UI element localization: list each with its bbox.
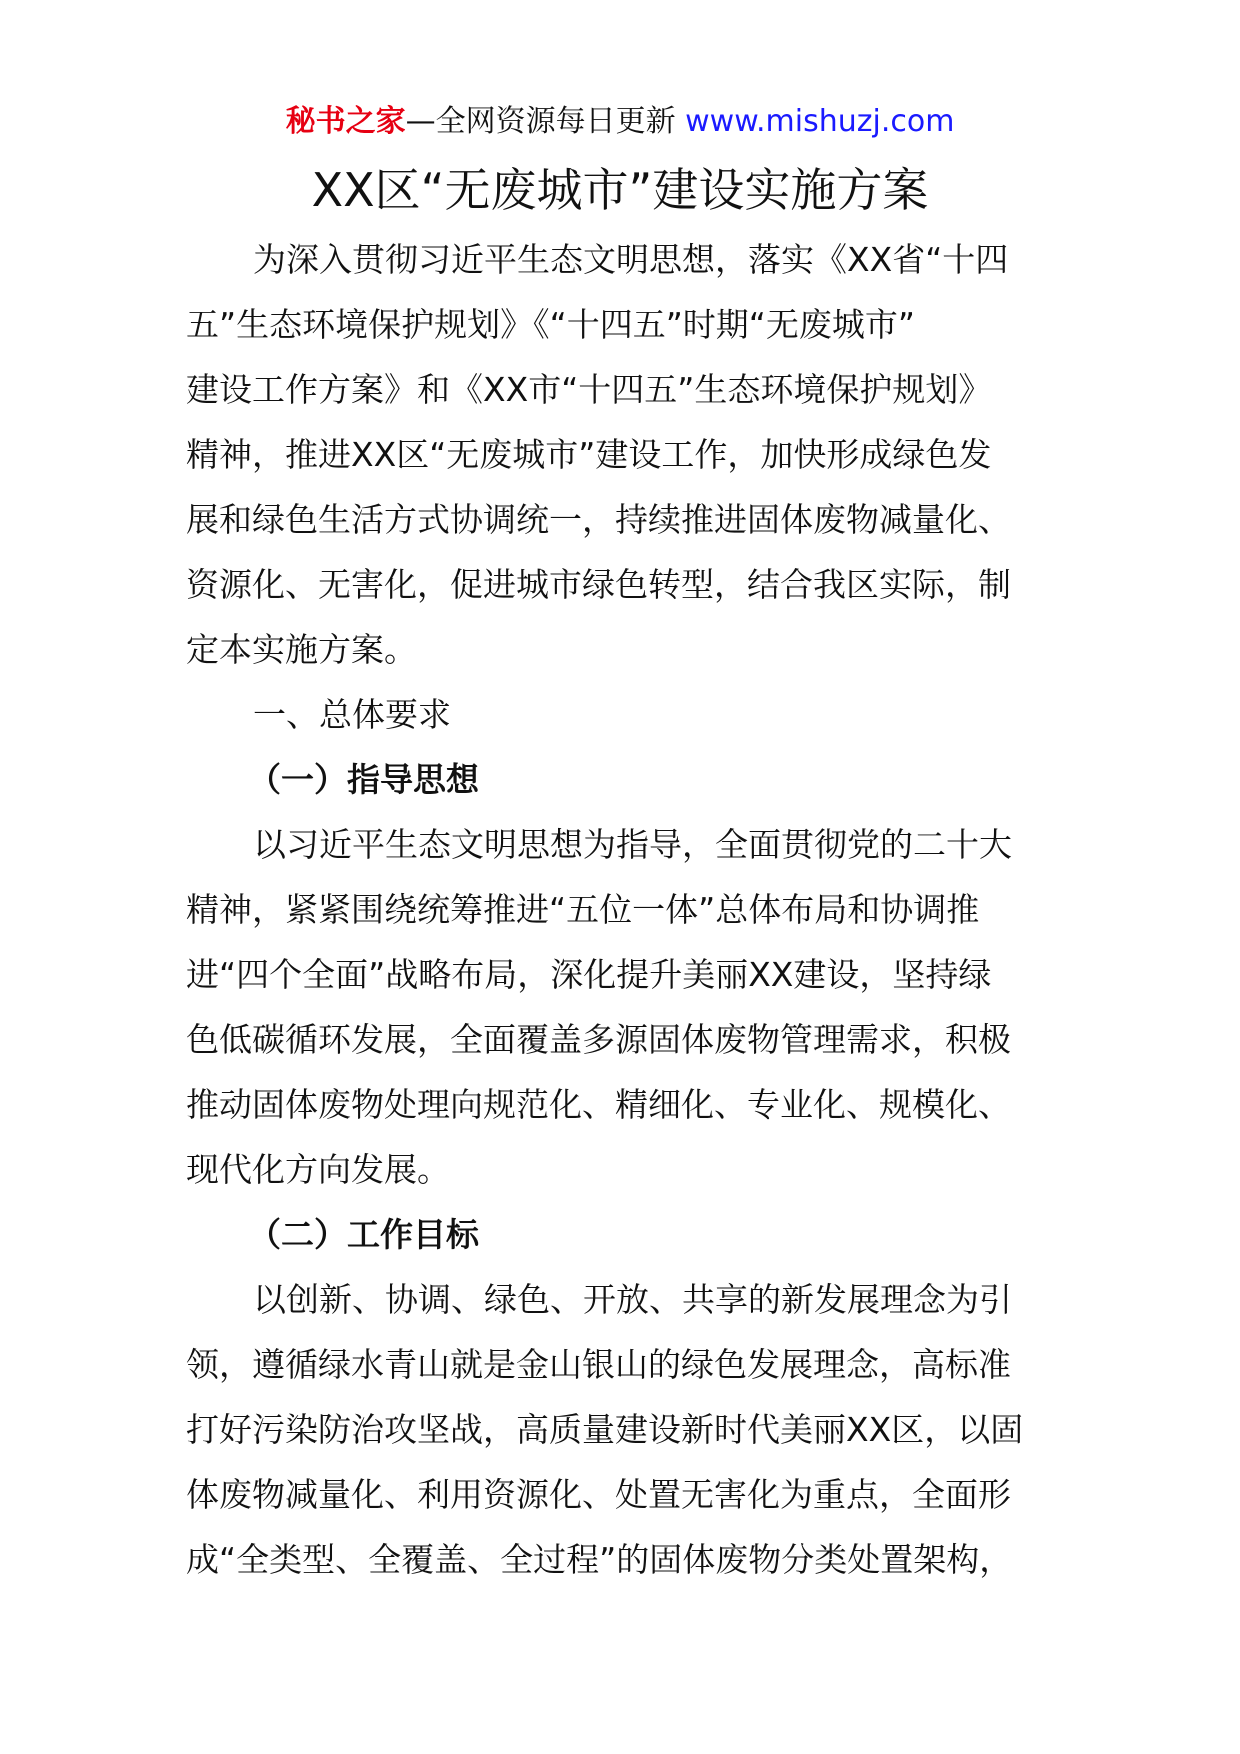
text-line: 精神，推进XX区“无废城市”建设工作，加快形成绿色发 — [186, 435, 992, 474]
text-line: 建设工作方案》和《XX市“十四五”生态环境保护规划》 — [186, 370, 992, 409]
text-line: 精神，紧紧围绕统筹推进“五位一体”总体布局和协调推 — [186, 890, 980, 929]
text-line: 打好污染防治攻坚战，高质量建设新时代美丽XX区，以固 — [186, 1410, 1024, 1449]
document-body — [186, 227, 1056, 1592]
text-line: 现代化方向发展。 — [186, 1150, 450, 1189]
site-brand: 秘书之家 — [285, 104, 406, 139]
text-line: 为深入贯彻习近平生态文明思想，落实《XX省“十四 — [253, 240, 1009, 279]
text-line: 资源化、无害化，促进城市绿色转型，结合我区实际，制 — [186, 565, 1011, 604]
text-line: 以创新、协调、绿色、开放、共享的新发展理念为引 — [253, 1280, 1012, 1319]
text-line: 色低碳循环发展，全面覆盖多源固体废物管理需求，积极 — [186, 1020, 1011, 1059]
text-line: 五”生态环境保护规划》《“十四五”时期“无废城市” — [186, 305, 915, 344]
text-line: 推动固体废物处理向规范化、精细化、专业化、规模化、 — [186, 1085, 1011, 1124]
text-line: 成“全类型、全覆盖、全过程”的固体废物分类处置架构， — [186, 1540, 1013, 1579]
text-line: 以习近平生态文明思想为指导，全面贯彻党的二十大 — [253, 825, 1012, 864]
text-line: 展和绿色生活方式协调统一，持续推进固体废物减量化、 — [186, 500, 1011, 539]
text-line: 定本实施方案。 — [186, 630, 417, 669]
site-url-link[interactable]: www.mishuzj.com — [685, 104, 955, 139]
section-heading: （一）指导思想 — [248, 760, 479, 799]
text-line: 体废物减量化、利用资源化、处置无害化为重点，全面形 — [186, 1475, 1011, 1514]
site-slogan: —全网资源每日更新 — [405, 104, 686, 139]
site-header — [0, 100, 1240, 144]
text-line: 一、总体要求 — [253, 695, 451, 734]
text-line: 进“四个全面”战略布局，深化提升美丽XX建设，坚持绿 — [186, 955, 992, 994]
text-line: 领，遵循绿水青山就是金山银山的绿色发展理念，高标准 — [186, 1345, 1011, 1384]
section-heading: （二）工作目标 — [248, 1215, 479, 1254]
document-title: XX区“无废城市”建设实施方案 — [311, 163, 929, 217]
